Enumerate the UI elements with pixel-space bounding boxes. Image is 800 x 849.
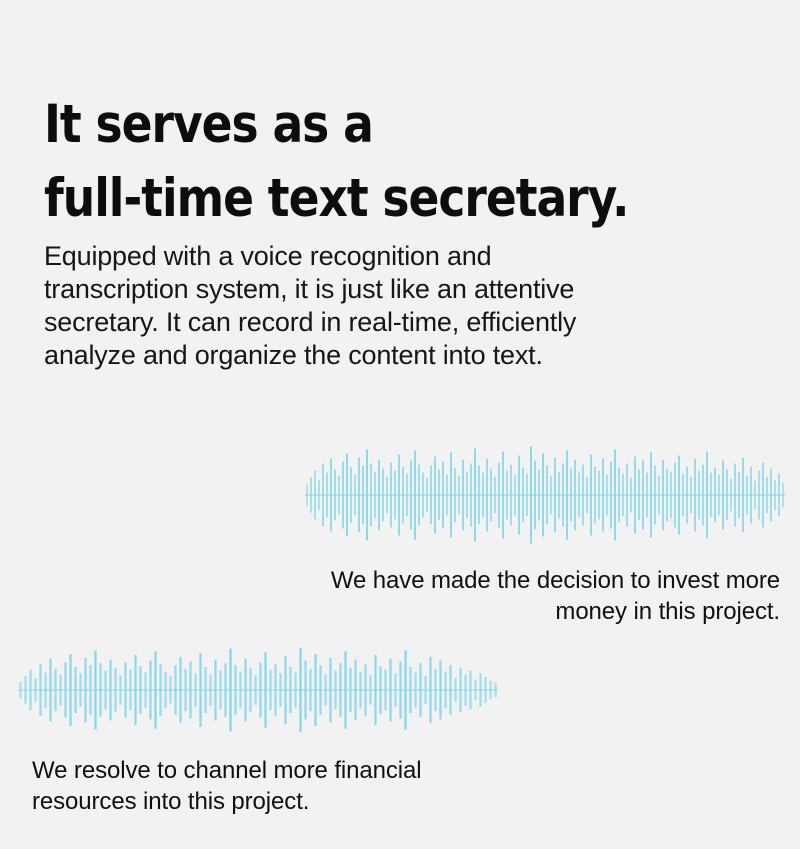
caption-two-line-2: resources into this project. xyxy=(32,788,310,815)
headline-line-1: It serves as a xyxy=(44,94,373,155)
caption-one-line-2: money in this project. xyxy=(555,598,780,625)
caption-one-line-1: We have made the decision to invest more xyxy=(330,567,780,594)
waveform-bottom xyxy=(18,640,498,740)
caption-two-line-1: We resolve to channel more financial xyxy=(32,757,422,784)
page-title xyxy=(44,88,764,236)
intro-line-2: transcription system, it is just like an attentive xyxy=(44,274,575,304)
waveform-top-graphic xyxy=(305,440,785,550)
caption-one xyxy=(180,565,780,627)
waveform-bottom-graphic xyxy=(18,640,498,740)
intro-line-4: analyze and organize the content into text. xyxy=(44,340,543,370)
caption-two xyxy=(32,755,632,817)
intro-paragraph xyxy=(44,240,724,372)
intro-line-1: Equipped with a voice recognition and xyxy=(44,241,492,271)
intro-line-3: secretary. It can record in real-time, efficiently xyxy=(44,307,577,337)
headline-line-2: full-time text secretary. xyxy=(44,168,629,229)
waveform-top xyxy=(305,440,785,550)
